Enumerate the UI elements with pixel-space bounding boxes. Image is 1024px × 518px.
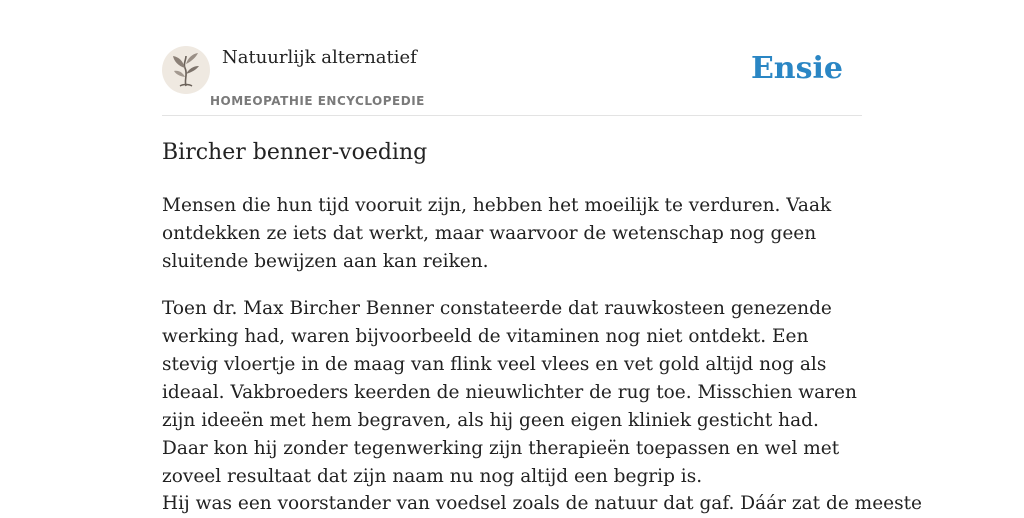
plant-sprout-icon (162, 46, 210, 94)
article-title: Bircher benner-voeding (162, 140, 428, 165)
brand-logo-text[interactable]: Ensie (750, 51, 843, 86)
site-header (162, 0, 862, 116)
article-paragraph: Toen dr. Max Bircher Benner constateerde dat rauwkosteen genezende werking had, waren bijvoorbeeld de vitaminen nog niet ontdekt. Een stevig vloertje in de maag van flink veel vlees en vet gold altijd nog als ideaal. Vakbroeders keerden de nieuwlichter de rug toe. Misschien waren zijn ideeën met hem begraven, als hij geen eigen kliniek gesticht had. Daar kon hij zonder tegenwerking zijn therapieën toepassen en wel met zoveel resultaat dat zijn naam nu nog altijd een begrip is. (162, 298, 857, 487)
site-subtitle: HOMEOPATHIE ENCYCLOPEDIE (210, 94, 425, 108)
page (162, 0, 922, 514)
site-logo[interactable] (162, 46, 210, 94)
site-title[interactable]: Natuurlijk alternatief (222, 47, 417, 68)
article-paragraph: Mensen die hun tijd vooruit zijn, hebben het moeilijk te verduren. Vaak ontdekken ze iets dat werkt, maar waarvoor de wetenschap nog geen sluitende bewijzen aan kan reiken. (162, 195, 832, 272)
article-paragraph: Hij was een voorstander van voedsel zoals de natuur dat gaf. Dáár zat de meeste (162, 493, 922, 514)
